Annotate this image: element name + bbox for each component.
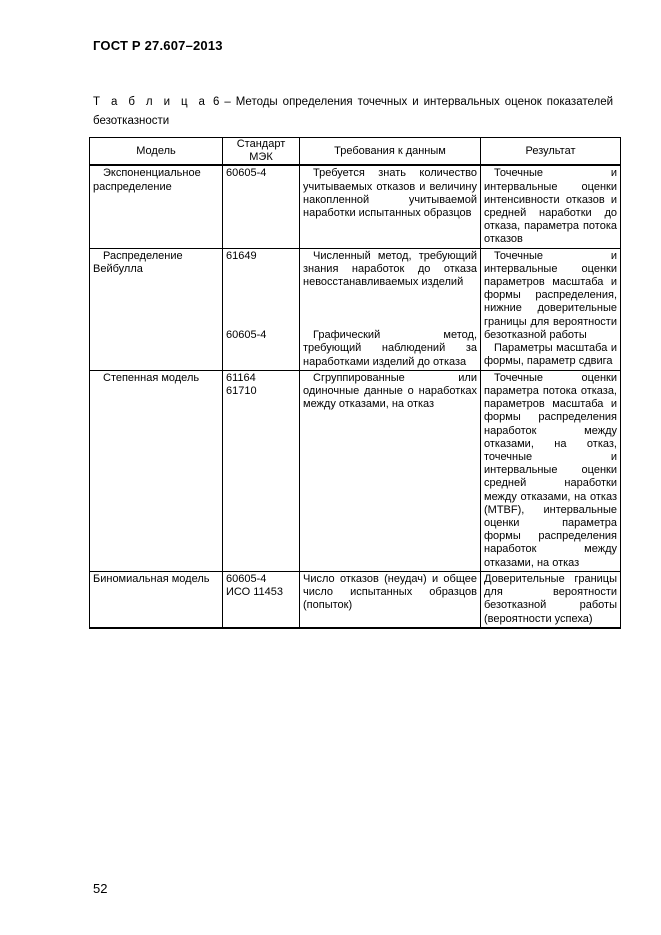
table-label: Т а б л и ц а <box>93 96 208 108</box>
cell-standard <box>223 571 300 627</box>
table-caption <box>93 93 613 131</box>
header-model: Модель <box>90 138 223 166</box>
cell-requirements <box>300 571 481 627</box>
standard-code: 60605-4 <box>226 167 267 180</box>
cell-result <box>481 165 621 248</box>
page-number: 52 <box>93 881 108 896</box>
requirement-text: Численный метод, требующий знания наработок до отказа невосстанавливаемых изделий <box>303 249 477 289</box>
result-text: Точечные и интервальные оценки интенсивности отказов и средней наработки до отказа, параметра потока отказов <box>484 167 617 246</box>
result-text: Точечные и интервальные оценки параметров масштаба и формы распределения, нижние доверительные границы для вероятности безотказной работы <box>484 249 617 341</box>
cell-model <box>90 165 223 248</box>
model-name: Степенная модель <box>103 371 200 384</box>
methods-table <box>89 137 621 629</box>
cell-standard <box>223 370 300 571</box>
header-requirements: Требования к данным <box>300 138 481 166</box>
header-standard: Стандарт МЭК <box>223 138 300 166</box>
cell-model <box>90 571 223 627</box>
model-name: Распределение Вейбулла <box>93 249 183 275</box>
table-row <box>90 571 621 627</box>
table-row <box>90 370 621 571</box>
result-text: Доверительные границы для вероятности безотказной работы (вероятности успеха) <box>484 572 617 625</box>
cell-result <box>481 571 621 627</box>
cell-standard <box>223 165 300 248</box>
cell-model <box>90 248 223 370</box>
header-result: Результат <box>481 138 621 166</box>
cell-model <box>90 370 223 571</box>
standard-code: 61649 <box>226 249 257 262</box>
table-number: 6 <box>212 96 220 108</box>
cell-standard <box>223 248 300 370</box>
standard-code: 61164 <box>226 371 256 384</box>
cell-requirements <box>300 248 481 370</box>
standard-code: 60605-4 <box>226 328 267 341</box>
requirement-text: Число отказов (неудач) и общее число испытанных образцов (попыток) <box>303 572 477 612</box>
document-title: ГОСТ Р 27.607–2013 <box>93 38 223 53</box>
result-text: Параметры масштаба и формы, параметр сдвига <box>484 342 617 368</box>
caption-text: Методы определения точечных и интервальных оценок показателей безотказности <box>93 96 614 127</box>
caption-dash: – <box>224 96 231 108</box>
standard-code: 60605-4 <box>226 572 267 585</box>
requirement-text: Требуется знать количество учитываемых отказов и величину накопленной учитываемой наработки испытанных образцов <box>303 167 477 220</box>
model-name: Биномиальная модель <box>93 572 210 585</box>
requirement-text: Сгруппированные или одиночные данные о наработках между отказами, на отказ <box>303 371 477 411</box>
requirement-text: Графический метод, требующий наблюдений за наработками изделий до отказа <box>303 329 477 368</box>
standard-code: ИСО 11453 <box>226 586 283 599</box>
table-row <box>90 248 621 370</box>
result-text: Точечные оценки параметра потока отказа, параметров масштаба и формы распределения наработок между отказами, на отказ, точечные и интервальные оценки средней наработки между отказами, на отказ (MTBF), интервальные оценки параметра формы распределения наработок между отказами, на отказ <box>484 371 617 569</box>
cell-requirements <box>300 370 481 571</box>
table-row <box>90 165 621 248</box>
cell-result <box>481 248 621 370</box>
table-header-row <box>90 138 621 166</box>
standard-code: 61710 <box>226 385 257 398</box>
model-name: Экспоненциальное распределение <box>93 167 201 193</box>
cell-requirements <box>300 165 481 248</box>
cell-result <box>481 370 621 571</box>
